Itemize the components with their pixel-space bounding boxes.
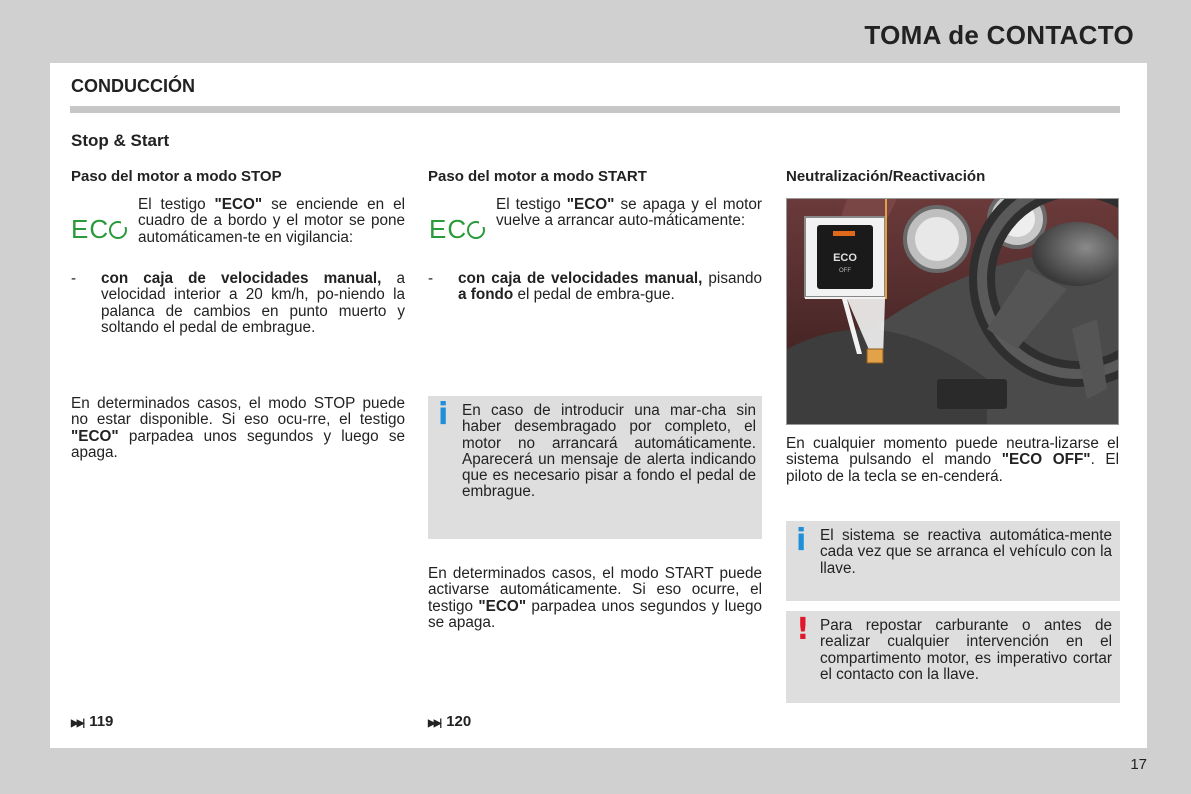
chapter-title: TOMA de CONTACTO xyxy=(864,20,1134,50)
eco-icon xyxy=(429,216,485,242)
info-reactivation-text: El sistema se reactiva automática-mente cada vez que se arranca el vehículo con la llave. xyxy=(820,527,1112,577)
stop-note-text xyxy=(71,396,405,461)
text-run: En determinados casos, el modo START puede activarse automáticamente. Si eso ocurre, el testigo xyxy=(428,565,762,615)
section-divider xyxy=(70,106,1120,113)
list-dash: - xyxy=(428,270,434,287)
stop-list-item xyxy=(101,271,405,336)
page-reference-120[interactable] xyxy=(428,713,471,730)
text-run: En determinados casos, el modo STOP puede no estar disponible. Si eso ocu-rre, el testigo xyxy=(71,395,405,429)
text-run: parpadea unos segundos y luego se apaga. xyxy=(71,427,405,461)
gearbox-label: con caja de velocidades manual, xyxy=(458,270,703,287)
text-run: pisando xyxy=(702,270,762,287)
start-intro-text xyxy=(496,197,762,230)
eco-quote: "ECO" xyxy=(214,196,263,213)
footer-band xyxy=(0,748,1191,794)
text-run: el pedal de embra-gue. xyxy=(513,286,675,304)
eco-quote: "ECO" xyxy=(478,597,527,615)
section-title: CONDUCCIÓN xyxy=(71,76,195,96)
eco-off-button-label: ECO xyxy=(833,252,857,264)
text-run: parpadea unos segundos y luego se apaga. xyxy=(428,597,763,631)
eco-leaf-icon xyxy=(467,221,485,239)
list-dash: - xyxy=(71,270,77,287)
eco-quote: "ECO" xyxy=(71,427,119,445)
emphasis: a fondo xyxy=(458,286,514,304)
start-note-text xyxy=(428,566,762,631)
page-number: 17 xyxy=(1130,756,1147,773)
section-subtitle: Stop & Start xyxy=(71,131,170,150)
eco-leaf-icon xyxy=(109,221,127,239)
neutralization-heading: Neutralización/Reactivación xyxy=(786,168,986,185)
skip-forward-icon: ▶▶| xyxy=(428,718,441,729)
dashboard-photo xyxy=(786,198,1119,425)
text-run: se apaga y el motor vuelve a arrancar auto-máticamente: xyxy=(496,196,762,230)
gearbox-label: con caja de velocidades manual, xyxy=(101,270,382,287)
eco-off-button-sublabel: OFF xyxy=(839,268,851,274)
neutralization-text xyxy=(786,436,1119,485)
page-reference-119[interactable] xyxy=(71,713,113,730)
text-run: . El piloto de la tecla se en-cenderá. xyxy=(786,451,1119,485)
eco-off-quote: "ECO OFF" xyxy=(1001,451,1091,469)
stop-intro-text xyxy=(138,197,405,246)
text-run: El testigo xyxy=(496,196,567,213)
skip-forward-icon: ▶▶| xyxy=(71,718,84,729)
warning-text: Para repostar carburante o antes de realizar cualquier intervención en el compartimento motor, es imperativo cortar el contacto con la llave. xyxy=(820,617,1112,683)
info-icon: i xyxy=(438,397,449,432)
warning-icon: ! xyxy=(796,612,810,647)
text-run: a velocidad interior a 20 km/h, po-niendo la palanca de cambios en punto muerto y soltando el pedal de embrague. xyxy=(101,270,406,336)
eco-icon-label: EC xyxy=(429,214,468,244)
dashboard-illustration xyxy=(787,199,1119,425)
reference-number: 120 xyxy=(446,713,472,730)
text-run: se enciende en el cuadro de a bordo y el motor se pone automáticamen-te en vigilancia: xyxy=(138,196,406,246)
eco-quote: "ECO" xyxy=(566,196,615,213)
start-list-item xyxy=(458,271,762,304)
stop-mode-heading: Paso del motor a modo STOP xyxy=(71,168,282,185)
info-icon: i xyxy=(796,523,807,558)
eco-icon xyxy=(71,216,127,242)
start-mode-heading: Paso del motor a modo START xyxy=(428,168,647,185)
eco-icon-label: EC xyxy=(71,214,110,244)
info-clutch-text: En caso de introducir una mar-cha sin haber desembragado por completo, el motor no arrancará automáticamente. Aparecerá un mensaje de alerta indicando que es necesario pisar a fondo el pedal de embrague. xyxy=(462,402,756,501)
text-run: En cualquier momento puede neutra-lizarse el sistema pulsando el mando xyxy=(786,435,1119,469)
reference-number: 119 xyxy=(89,713,114,730)
text-run: El testigo xyxy=(138,196,215,213)
